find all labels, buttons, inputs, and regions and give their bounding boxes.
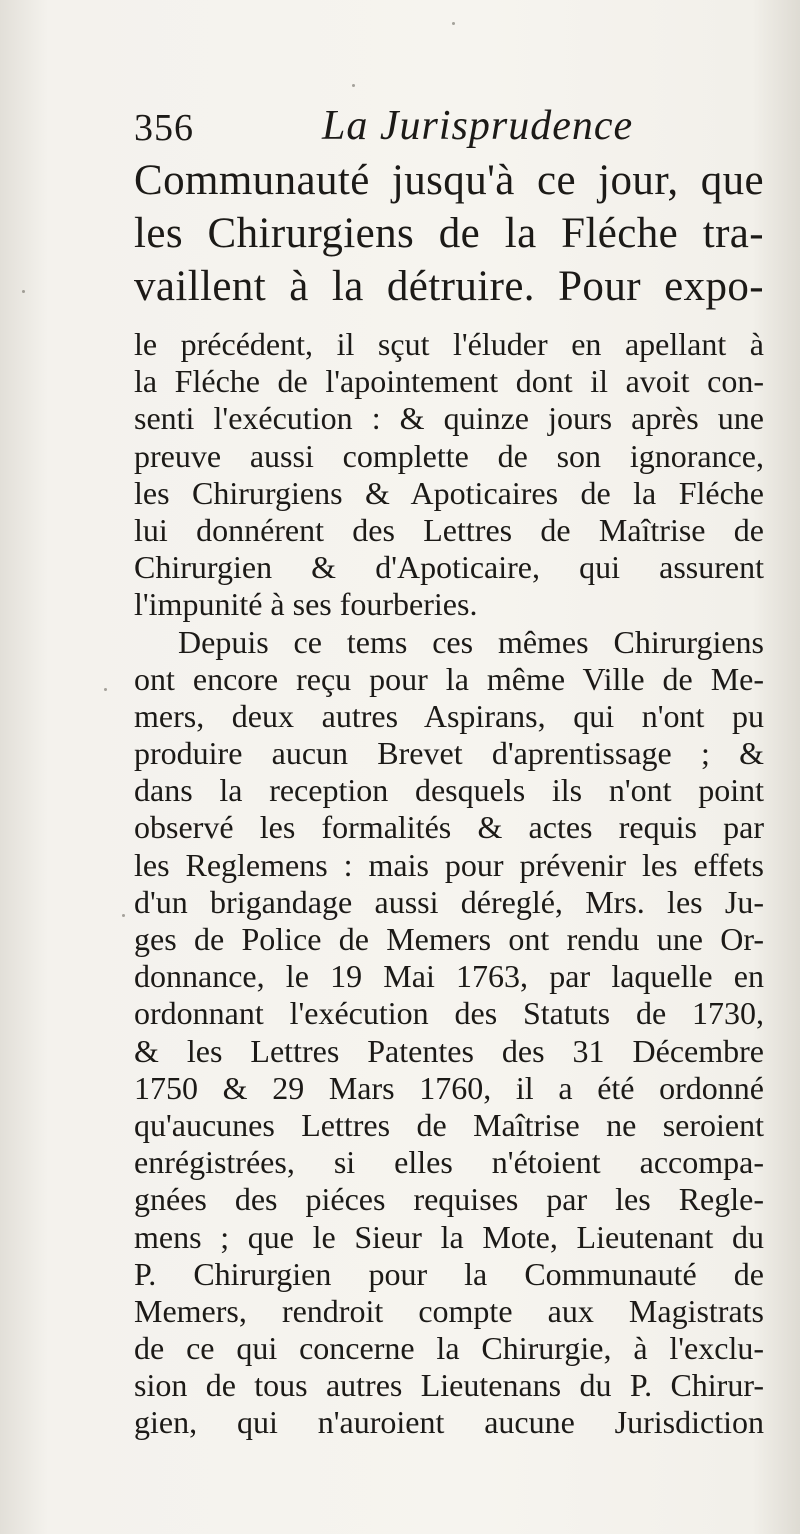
- text-line: 1750 & 29 Mars 1760, il a été ordonné: [134, 1069, 764, 1106]
- paper-speck: [104, 688, 107, 691]
- pasted-fragment: [134, 154, 764, 313]
- text-line: & les Lettres Patentes des 31 Décembre: [134, 1032, 764, 1069]
- text-line: mers, deux autres Aspirans, qui n'ont pu: [134, 697, 764, 734]
- text-line: ges de Police de Memers ont rendu une Or-: [134, 921, 764, 957]
- text-line: de ce qui concerne la Chirurgie, à l'exclu-: [134, 1330, 764, 1367]
- running-head-title: La Jurisprudence: [322, 103, 634, 149]
- text-line: les Reglemens : mais pour prévenir les effets: [134, 846, 764, 883]
- text-line: gnées des piéces requises par les Regle-: [134, 1181, 764, 1218]
- text-line: mens ; que le Sieur la Mote, Lieutenant du: [134, 1218, 764, 1255]
- text-line: d'un brigandage aussi déreglé, Mrs. les Ju-: [134, 883, 764, 920]
- text-line: sion de tous autres Lieutenans du P. Chirur-: [134, 1367, 764, 1404]
- text-line: dans la reception desquels ils n'ont point: [134, 772, 764, 809]
- page-number: 356: [134, 107, 194, 149]
- body-text: [134, 326, 764, 1442]
- paper-speck: [352, 84, 355, 87]
- text-line: ordonnant l'exécution des Statuts de 1730,: [134, 995, 764, 1032]
- text-line: preuve aussi complette de son ignorance,: [134, 437, 764, 474]
- running-head: [134, 102, 774, 152]
- text-line: enrégistrées, si elles n'étoient accompa-: [134, 1144, 764, 1181]
- text-line: observé les formalités & actes requis par: [134, 809, 764, 846]
- paper-speck: [452, 22, 455, 25]
- text-line: l'impunité à ses fourberies.: [134, 586, 478, 623]
- text-line: gien, qui n'auroient aucune Jurisdiction: [134, 1404, 764, 1441]
- text-line: Chirurgien & d'Apoticaire, qui assurent: [134, 549, 764, 586]
- text-line: produire aucun Brevet d'aprentissage ; &: [134, 735, 764, 772]
- text-line: vaillent à la détruire. Pour expo-: [134, 263, 764, 310]
- text-line: donnance, le 19 Mai 1763, par laquelle en: [134, 958, 764, 995]
- paper-speck: [22, 290, 25, 293]
- text-line: le précédent, il sçut l'éluder en apellant à: [134, 326, 764, 362]
- paper-speck: [122, 914, 125, 917]
- text-line: lui donnérent des Lettres de Maîtrise de: [134, 511, 764, 548]
- text-line: senti l'exécution : & quinze jours après une: [134, 400, 764, 437]
- text-line: ont encore reçu pour la même Ville de Me-: [134, 660, 764, 697]
- text-line: la Fléche de l'apointement dont il avoit con-: [134, 363, 764, 400]
- text-line: Depuis ce tems ces mêmes Chirurgiens: [178, 623, 764, 660]
- text-line: les Chirurgiens de la Fléche tra-: [134, 210, 764, 257]
- text-line: qu'aucunes Lettres de Maîtrise ne seroient: [134, 1106, 764, 1143]
- text-line: Memers, rendroit compte aux Magistrats: [134, 1292, 764, 1329]
- text-line: les Chirurgiens & Apoticaires de la Fléche: [134, 474, 764, 511]
- text-line: Communauté jusqu'à ce jour, que: [134, 157, 764, 204]
- text-line: P. Chirurgien pour la Communauté de: [134, 1255, 764, 1292]
